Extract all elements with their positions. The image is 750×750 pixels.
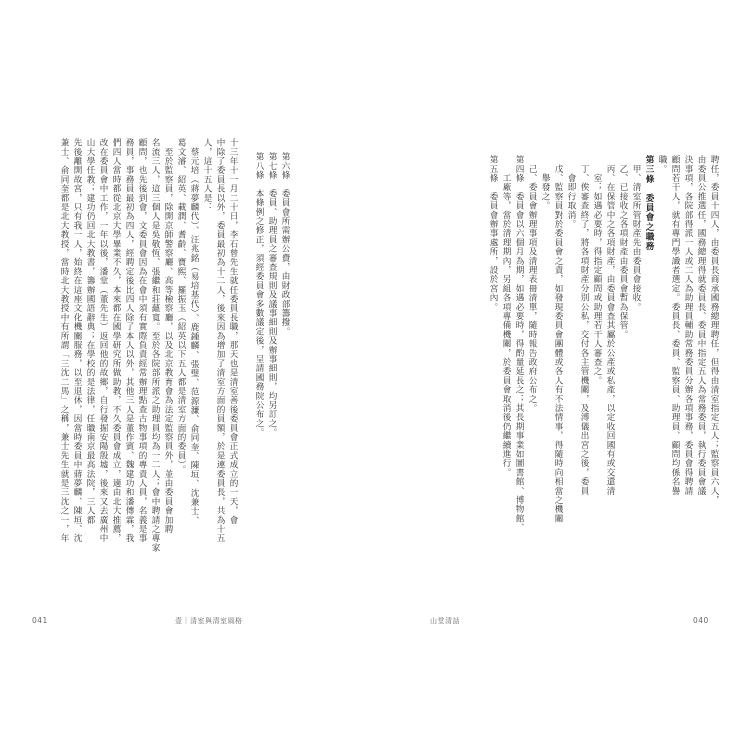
text-column: 十三年十一月二十日，李石曾先生就任委員長職，那天也是清室善後委員會正式成立的一天，會 xyxy=(228,138,238,525)
text-column: 改在委員會中工作，一年以後，潘堂（董先生）返回他的故鄉，自行發掘安陽殷墟，後來又去廣州中 xyxy=(98,138,108,543)
running-head: 壹｜清室與清室風格 xyxy=(175,617,243,625)
text-column: 葛文濬、紹英、載潤、耆齡、寶熙、羅振玉（紹英以下五人都是清室方面的委員）。 xyxy=(176,138,186,475)
text-column: 室；如遇必要時，得指定顧問或助理若干人審查之。 xyxy=(592,155,602,385)
page-number: 041 xyxy=(32,616,48,625)
text-column: 戊、監察員對於委員會之責，如發現委員會團體或各人有不法情事，得隨時向相當之機關 xyxy=(553,155,563,523)
text-column: 兼士、俞同奎都是北大教授，當時北大教授中有所謂「三沈二馬」之稱，兼士先生就是三沈之一，年 xyxy=(59,138,69,543)
text-column: 第六條 委員會所需辦公費，由財政部籌撥。 xyxy=(280,152,290,336)
text-column: 決事項，各院部得派一人或二人為助理員輔助常務委員分辦各項事務，委員會得聘請 xyxy=(683,155,693,496)
text-column: 聘任，委員十四人，由委員長商承國務總理聘任，但得由清室指定五人；監察員六人， xyxy=(709,155,719,505)
text-column: 第八條 本條例之修正，須經委員會多數議定後，呈請國務院公布之。 xyxy=(254,152,264,438)
text-column: 丙、在保管中之各項財產，由委員會查其屬於公產或私產，以定收回國有或交還清 xyxy=(605,155,615,496)
text-column: 顧問，也先後到會，文委員會因為在會中須有實際負責經常辦理點查古物事項的專責人員，名義是事 xyxy=(137,138,147,543)
text-column: 中除了委員長以外，委員最初為十二人，後來因為增加了清室方面的員額，於是連委員長，共為十五 xyxy=(215,138,225,543)
text-column: 己、委員會辦理事項及清理表冊清單，隨時報告政府公布之。 xyxy=(527,155,537,413)
text-column: 職。 xyxy=(657,155,667,174)
text-column: 甲、清室所管財產先由委員會接收。 xyxy=(631,155,641,312)
text-column: 至於監察員，除開京師警察廳、高等檢察廳，以及北京教育會為法定監察員外，並由委員會加聘 xyxy=(163,138,173,534)
text-column: 由委員公推選任，國務總理得就委員長、委員中指定五人為常務委員，執行委員會議 xyxy=(696,155,706,496)
text-column: 名流三人，這三個人是吳敬恆、張繼和莊蘊寬。至於各院部所派之助理員均為一二人；會中聘請之專家 xyxy=(150,138,160,552)
text-column: 丁、俟審查終了，將各項財產分別公私，交付各主管機關，及溥儀出宮之後，委員 xyxy=(579,155,589,496)
text-column: 第七條 委員、助理員之審查規則及議事細則及辦事細則，均另訂之。 xyxy=(267,152,277,438)
right-page xyxy=(375,0,750,750)
text-column: 乙、已接收之各項財產由委員會暫為保管。 xyxy=(618,155,628,339)
text-column: 山大學任教；建功仍回北大教書，籌辦國語辭典；在學校的是法律，任職南京最高法院，三人都 xyxy=(85,138,95,525)
text-column: 務員，事務員最初為四人，經聘定後比四人除了本人以外，其他三人是董作賓、魏建功和潘傳霖，我 xyxy=(124,138,134,543)
text-column: 第五條 委員會辦事處所，設於宮內。 xyxy=(488,155,498,312)
text-column: 工廠等，當於清理期內，另組各項專備機關，於委員會取消後仍繼續進行。 xyxy=(501,155,511,477)
text-column: 會即行取消。 xyxy=(566,155,576,229)
page-number: 040 xyxy=(693,616,709,625)
text-column: 人，這十五人是： xyxy=(202,138,212,212)
text-column: 舉發之。 xyxy=(540,155,550,211)
article-heading: 第三條 委員會之職務 xyxy=(644,155,654,251)
text-column: 們四人當時都從北京大學畢業不久，本來都在國學研究所做助教，不久委員會成立，適由北大推薦， xyxy=(111,138,121,543)
text-column: 第四條 委員會以六個月為期，如遇必要時，得酌量延長之；其長期事業如圖書館、博物館、 xyxy=(514,155,524,533)
text-column: 顧問若干人，就有專門學識者選定。委員長、委員、監察員、助理員、顧問均係名譽 xyxy=(670,155,680,496)
running-head: 山堂清話 xyxy=(430,617,460,625)
text-column: 蔡元培（蔣夢麟代）、汪兆銘（易培基代）、鹿鍾麟、張璧、范源濂、俞同奎、陳垣、沈兼士、 xyxy=(189,138,199,525)
text-column: 先後離開故宮，只有我一人，始終在這座文化機關服務，以至退休，因當時委員中蔣夢麟、陳垣、沈 xyxy=(72,138,82,543)
